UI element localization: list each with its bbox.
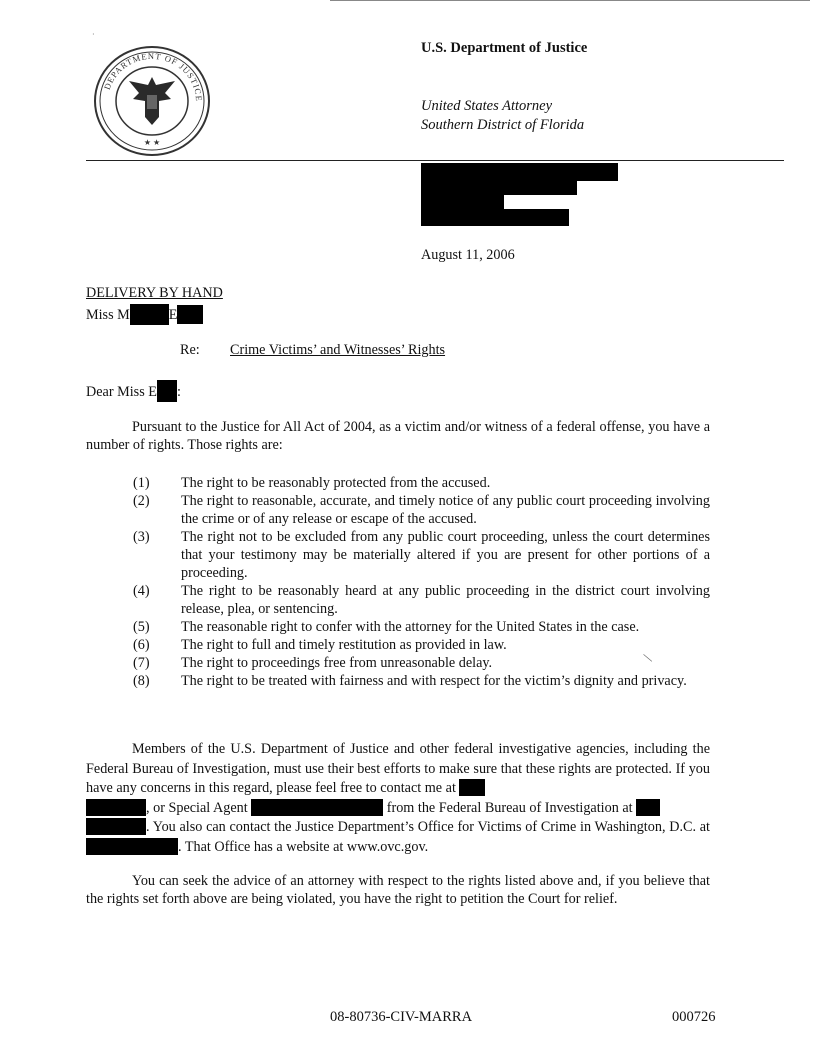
contact-text-4: . You also can contact the Justice Department’s Office for Victims of Crime in Washington, D.C. at [146,819,710,835]
case-number: 08-80736-CIV-MARRA [330,1009,473,1025]
redaction-address-2 [421,181,577,195]
right-number: (3) [133,529,150,545]
redaction-contact-phone-1b [86,799,146,816]
contact-text-5: . That Office has a website at www.ovc.gov. [178,838,429,855]
right-number: (8) [133,673,150,689]
right-text: The right to be reasonably protected from the accused. [181,475,491,491]
advice-paragraph [86,872,710,908]
rights-list-item [133,492,710,528]
right-text: The right to reasonable, accurate, and timely notice of any public court proceeding involving the crime or of any release or escape of the accused. [181,493,710,527]
redaction-address-1 [421,163,618,181]
recipient-line [86,304,203,325]
right-text: The right to be treated with fairness and with respect for the victim’s dignity and privacy. [181,673,687,689]
rights-list-item [133,636,710,654]
recipient-prefix: Miss M [86,307,130,323]
scan-speck: · [92,30,95,39]
right-text: The right not to be excluded from any public court proceeding, unless the court determines that your testimony may be materially altered if you are present for other portions of a proceeding. [181,529,710,581]
rights-list [133,474,710,690]
svg-text:★ ★: ★ ★ [143,138,161,147]
recipient-mid: E [168,307,178,323]
contact-text-3: from the Federal Bureau of Investigation at [386,799,633,816]
redaction-ovc-phone [86,838,178,855]
right-number: (7) [133,655,150,671]
salutation-suffix: : [176,384,181,400]
re-label: Re: [180,342,200,358]
contact-paragraph [86,740,710,857]
office-name [421,97,584,135]
redaction-contact-phone-1 [459,779,485,796]
right-number: (4) [133,583,150,599]
office-line-1: United States Attorney [421,98,553,114]
scan-mark: | [640,651,653,663]
redaction-recipient-surname [177,305,203,324]
right-text: The reasonable right to confer with the attorney for the United States in the case. [181,619,640,635]
right-text: The right to be reasonably heard at any public proceeding in the district court involving release, plea, or sentencing. [181,583,710,617]
salutation [86,380,181,402]
office-line-2: Southern District of Florida [421,117,585,133]
right-number: (1) [133,475,150,491]
advice-text: You can seek the advice of an attorney with respect to the rights listed above and, if you believe that the rights set forth above are being violated, you have the right to petition the Court for relief. [86,873,710,907]
rights-list-item [133,582,710,618]
intro-paragraph [86,418,710,454]
right-number: (6) [133,637,150,653]
intro-text: Pursuant to the Justice for All Act of 2004, as a victim and/or witness of a federal offense, you have a number of rights. Those rights are: [86,419,710,453]
salutation-prefix: Dear Miss E [86,384,157,400]
letterhead-rule [86,160,784,161]
contact-text-2: , or Special Agent [146,799,248,816]
right-text: The right to proceedings free from unreasonable delay. [181,655,493,671]
re-subject: Crime Victims’ and Witnesses’ Rights [230,342,446,358]
agency-name: U.S. Department of Justice [421,40,588,56]
scan-top-edge [330,0,810,1]
redaction-agent-name [251,799,383,816]
rights-list-item [133,474,710,492]
letter-date: August 11, 2006 [421,247,515,263]
rights-list-item [133,528,710,582]
seal-lettering: DEPARTMENT OF JUSTICE [101,50,205,103]
right-number: (5) [133,619,150,635]
contact-text-1: Members of the U.S. Department of Justice and other federal investigative agencies, including the Federal Bureau of Investigation, must use their best efforts to make sure that these rights are protected. If you have any concerns in this regard, please feel free to contact me at [86,741,710,796]
bates-number: 000726 [672,1009,716,1025]
right-text: The right to full and timely restitution as provided in law. [181,637,507,653]
doj-seal-icon [93,45,211,157]
redaction-agent-phone [636,799,660,816]
rights-list-item [133,672,710,690]
rights-list-item [133,651,710,672]
redaction-salutation-name [157,380,177,402]
right-number: (2) [133,493,150,509]
rights-list-item [133,618,710,636]
delivery-method: DELIVERY BY HAND [86,285,223,301]
redaction-recipient-name [130,304,169,325]
redaction-agent-phone-b [86,818,146,835]
redaction-address-4 [421,209,569,226]
